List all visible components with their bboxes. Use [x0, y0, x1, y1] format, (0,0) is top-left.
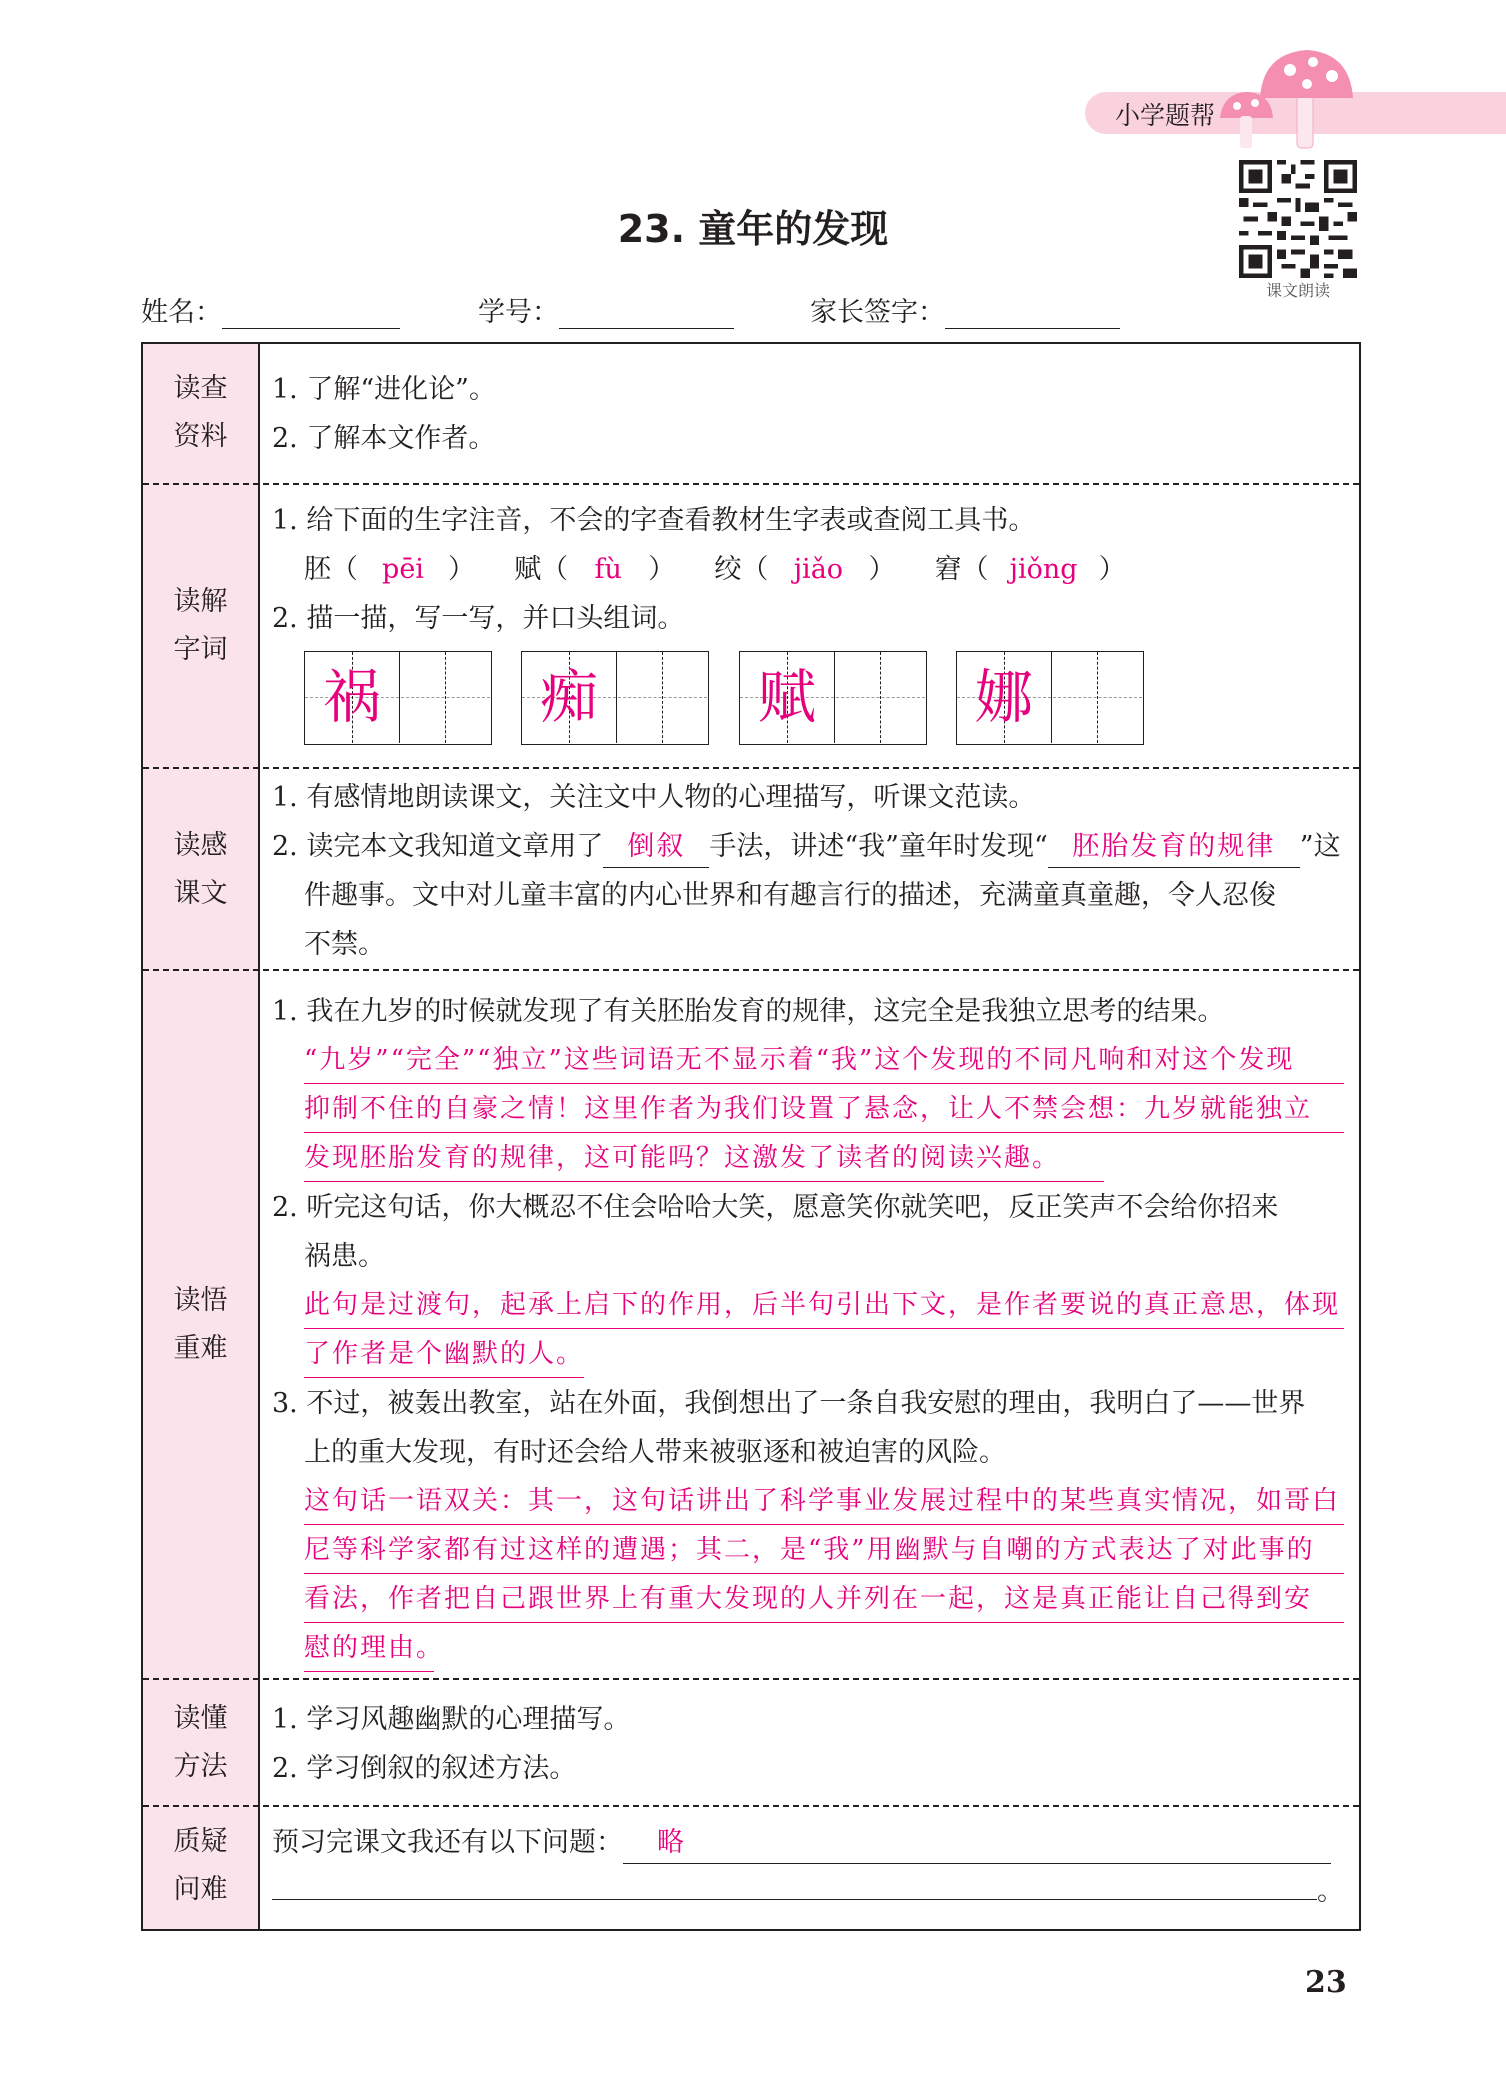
page-title: 23. 童年的发现 — [617, 207, 889, 251]
reading-item-cont: 件趣事。文中对儿童丰富的内心世界和有趣言行的描述，充满童真童趣，令人忍俊 — [304, 880, 1276, 911]
questions-prompt: 预习完课文我还有以下问题： — [272, 1827, 623, 1858]
trace-instruction: 2. 描一描，写一写，并口头组词。 — [272, 603, 685, 634]
questions-answer[interactable]: 略 — [623, 1823, 1331, 1864]
reading-item-2: 2. 读完本文我知道文章用了 倒叙 手法，讲述“我”童年时发现“ 胚胎发育的规律 ”这 — [272, 822, 1341, 871]
answer-line: 这句话一语双关：其一，这句话讲出了科学事业发展过程中的某些真实情况，如哥白 — [304, 1477, 1344, 1525]
research-item: 2. 了解本文作者。 — [272, 423, 496, 454]
pinyin-item: 绞（ jiǎo ） — [714, 554, 895, 585]
qr-label: 课文朗读 — [1265, 281, 1330, 300]
pinyin-answer[interactable]: jiǒng — [1009, 554, 1078, 585]
answer-line: 尼等科学家都有过这样的遭遇；其二，是“我”用幽默与自嘲的方式表达了对此事的 — [304, 1526, 1344, 1574]
questions-prompt-row — [272, 1818, 1331, 1867]
name-field[interactable] — [141, 290, 400, 329]
student-id-label: 学号： — [478, 297, 559, 328]
name-label: 姓名： — [141, 297, 222, 328]
question: 3. 不过，被轰出教室，站在外面，我倒想出了一条自我安慰的理由，我明白了——世界 — [272, 1388, 1306, 1419]
pinyin-item: 赋（ fù ） — [514, 554, 675, 585]
reading-item-cont: 不禁。 — [304, 929, 385, 960]
questions-line-2: 。 — [272, 1867, 1344, 1916]
answer-line: 此句是过渡句，起承上启下的作用，后半句引出下文，是作者要说的真正意思，体现 — [304, 1281, 1344, 1329]
section-label-questions: 质疑 问难 — [173, 1826, 228, 1905]
row-divider — [143, 1678, 1359, 1680]
answer-line: 抑制不住的自豪之情！这里作者为我们设置了悬念，让人不禁会想：九岁就能独立 — [304, 1085, 1344, 1133]
trace-box[interactable] — [739, 651, 927, 745]
pinyin-answer[interactable]: pēi — [382, 554, 424, 585]
pinyin-item: 窘（ jiǒng ） — [935, 554, 1126, 585]
parent-signature-field[interactable] — [810, 290, 1120, 329]
student-id-field[interactable] — [478, 290, 734, 329]
trace-box[interactable] — [304, 651, 492, 745]
question-cont: 上的重大发现，有时还会给人带来被驱逐和被迫害的风险。 — [304, 1437, 1006, 1468]
answer-line: 看法，作者把自己跟世界上有重大发现的人并列在一起，这是真正能让自己得到安 — [304, 1575, 1344, 1623]
section-label-reading: 读感 课文 — [173, 830, 228, 909]
section-label-key-points: 读悟 重难 — [173, 1285, 228, 1364]
discovery-answer[interactable]: 胚胎发育的规律 — [1048, 827, 1300, 868]
pinyin-answer[interactable]: fù — [594, 554, 622, 585]
technique-answer[interactable]: 倒叙 — [603, 827, 709, 868]
answer-line: 发现胚胎发育的规律，这可能吗？这激发了读者的阅读兴趣。 — [304, 1134, 1104, 1182]
question: 2. 听完这句话，你大概忍不住会哈哈大笑，愿意笑你就笑吧，反正笑声不会给你招来 — [272, 1192, 1279, 1223]
section-label-methods: 读懂 方法 — [173, 1703, 228, 1782]
trace-box[interactable] — [521, 651, 709, 745]
reading-item: 1. 有感情地朗读课文，关注文中人物的心理描写，听课文范读。 — [272, 782, 1036, 813]
answer-line: “九岁”“完全”“独立”这些词语无不显示着“我”这个发现的不同凡响和对这个发现 — [304, 1036, 1344, 1084]
name-line[interactable] — [222, 298, 400, 329]
trace-char: 赋 — [757, 663, 816, 731]
answer-line: 慰的理由。 — [304, 1624, 434, 1672]
research-item: 1. 了解“进化论”。 — [272, 374, 496, 405]
pinyin-item: 胚（ pēi ） — [304, 554, 475, 585]
trace-box[interactable] — [956, 651, 1144, 745]
method-item: 2. 学习倒叙的叙述方法。 — [272, 1753, 577, 1784]
trace-char: 痴 — [539, 663, 598, 731]
question: 1. 我在九岁的时候就发现了有关胚胎发育的规律，这完全是我独立思考的结果。 — [272, 996, 1225, 1027]
mushroom-icon — [1215, 48, 1355, 153]
row-divider — [143, 969, 1359, 971]
questions-blank[interactable] — [272, 1899, 1317, 1900]
column-divider — [258, 344, 260, 1929]
pinyin-row — [304, 545, 1126, 594]
question-cont: 祸患。 — [304, 1241, 385, 1272]
pinyin-answer[interactable]: jiǎo — [793, 554, 844, 585]
section-label-words: 读解 字词 — [173, 586, 228, 665]
row-divider — [143, 767, 1359, 769]
student-id-line[interactable] — [559, 298, 734, 329]
parent-signature-label: 家长签字： — [810, 297, 945, 328]
banner-text: 小学题帮 — [1115, 101, 1216, 130]
trace-char: 娜 — [974, 663, 1033, 731]
row-divider — [143, 1805, 1359, 1807]
trace-char: 祸 — [322, 663, 381, 731]
page-number: 23 — [1305, 1965, 1347, 2000]
method-item: 1. 学习风趣幽默的心理描写。 — [272, 1704, 631, 1735]
section-label-research: 读查 资料 — [173, 373, 228, 452]
answer-line: 了作者是个幽默的人。 — [304, 1330, 584, 1378]
row-divider — [143, 483, 1359, 485]
pinyin-instruction: 1. 给下面的生字注音，不会的字查看教材生字表或查阅工具书。 — [272, 505, 1036, 536]
parent-signature-line[interactable] — [945, 298, 1120, 329]
